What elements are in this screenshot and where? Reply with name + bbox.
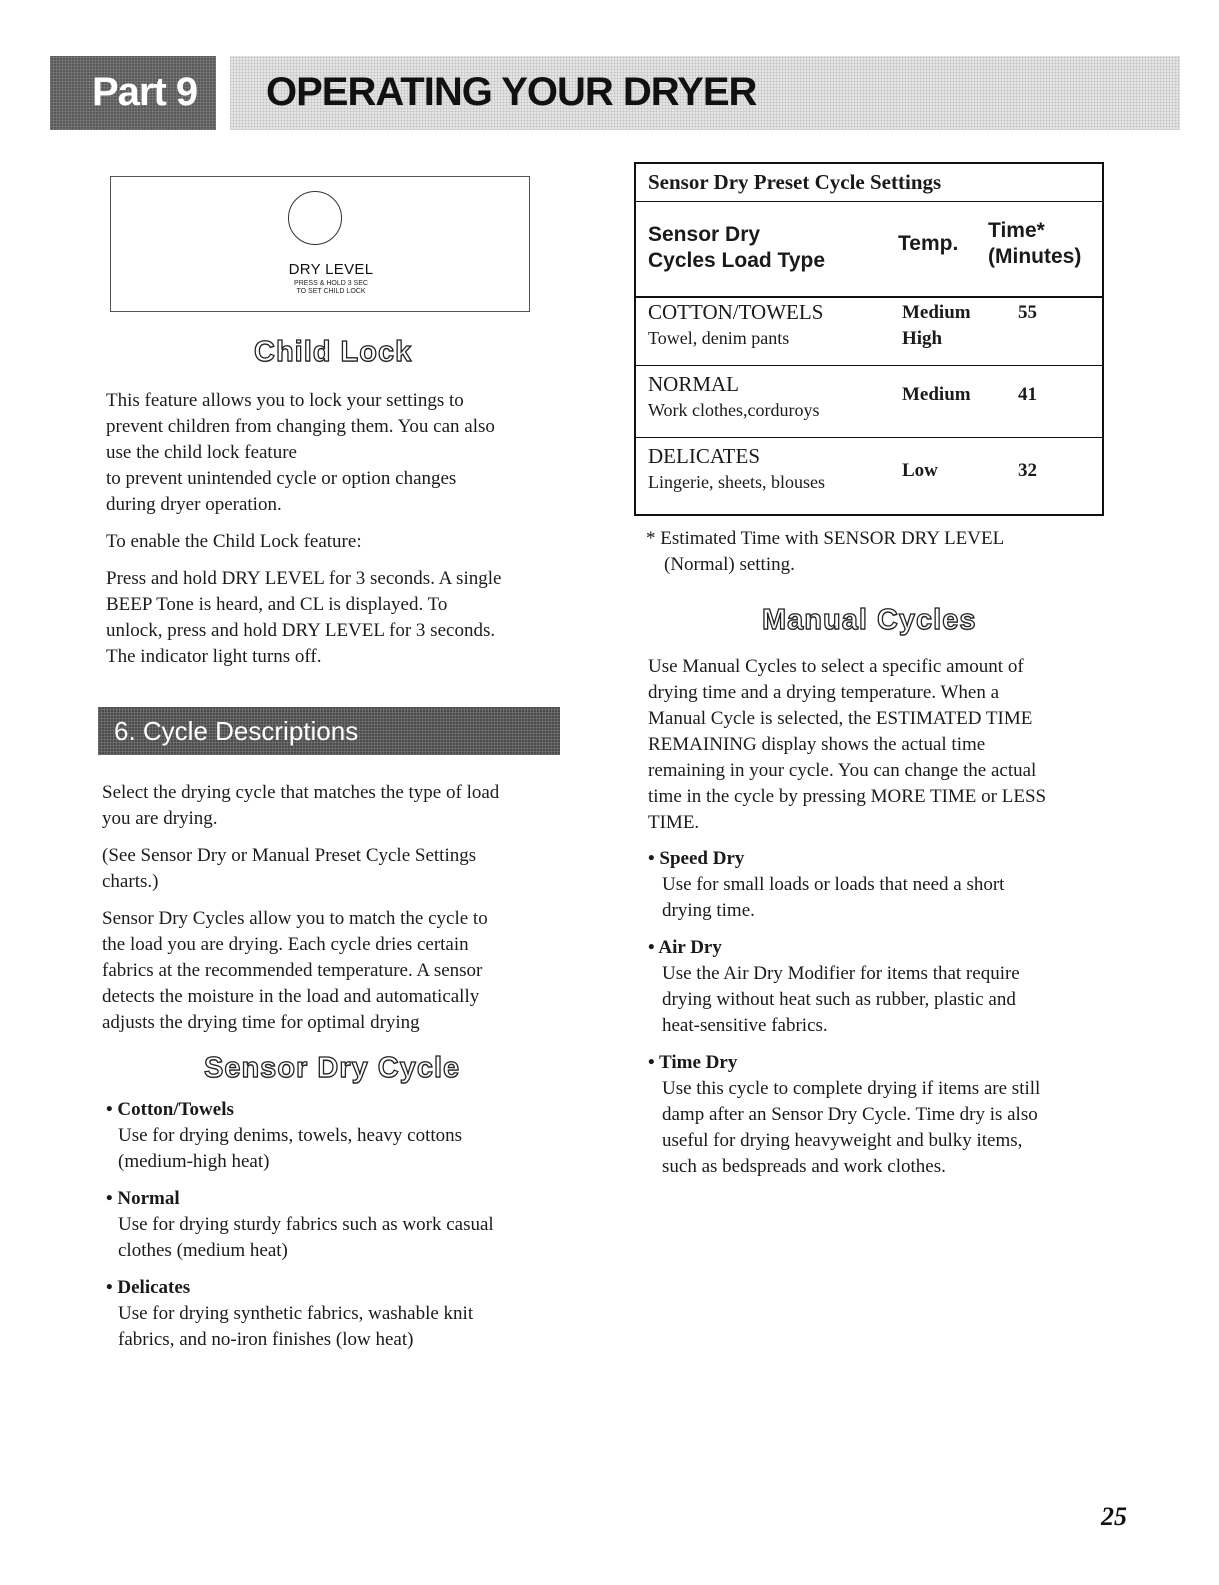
child-lock-line-1: This feature allows you to lock your settings to bbox=[106, 390, 464, 411]
dry-level-knob-icon bbox=[288, 191, 342, 245]
header-cycle-line-1: Sensor Dry bbox=[648, 223, 761, 246]
part-box bbox=[50, 56, 216, 130]
table-footnote-line-2: (Normal) setting. bbox=[664, 554, 795, 575]
speed-dry-line-1: Use for small loads or loads that need a short bbox=[662, 874, 1005, 895]
header-banner bbox=[50, 56, 1180, 130]
cycle-desc-p1-line-1: Select the drying cycle that matches the type of load bbox=[102, 782, 500, 803]
row-time: 55 bbox=[1018, 302, 1037, 323]
child-lock-step-2: BEEP Tone is heard, and CL is displayed. To bbox=[106, 594, 448, 615]
cotton-towels-title: • Cotton/Towels bbox=[106, 1099, 234, 1120]
child-lock-step-4: The indicator light turns off. bbox=[106, 646, 322, 667]
header-temp: Temp. bbox=[898, 232, 959, 255]
manual-line-5: remaining in your cycle. You can change the actual bbox=[648, 760, 1037, 781]
manual-line-3: Manual Cycle is selected, the ESTIMATED TIME bbox=[648, 708, 1033, 729]
table-title: Sensor Dry Preset Cycle Settings bbox=[648, 170, 942, 194]
time-dry-line-1: Use this cycle to complete drying if items are still bbox=[662, 1078, 1041, 1099]
air-dry-line-1: Use the Air Dry Modifier for items that require bbox=[662, 963, 1020, 984]
header-cycle bbox=[648, 222, 825, 274]
speed-dry-line-2: drying time. bbox=[662, 900, 755, 921]
page-number: 25 bbox=[1101, 1502, 1127, 1531]
dry-level-sub-2: TO SET CHILD LOCK bbox=[296, 288, 366, 295]
normal-line-2: clothes (medium heat) bbox=[118, 1240, 288, 1261]
child-lock-heading: Child Lock bbox=[254, 336, 413, 368]
child-lock-enable: To enable the Child Lock feature: bbox=[106, 531, 362, 552]
row-temp: Medium bbox=[902, 302, 971, 323]
row-temp-2: High bbox=[902, 328, 943, 349]
cycle-desc-p2-line-1: (See Sensor Dry or Manual Preset Cycle Settings bbox=[102, 845, 477, 866]
manual-line-4: REMAINING display shows the actual time bbox=[648, 734, 986, 755]
cycle-desc-p3-line-2: the load you are drying. Each cycle dries certain bbox=[102, 934, 469, 955]
cycle-desc-p1-line-2: you are drying. bbox=[102, 808, 218, 829]
child-lock-line-5: during dryer operation. bbox=[106, 494, 282, 515]
sensor-dry-cycle-heading: Sensor Dry Cycle bbox=[204, 1052, 461, 1084]
row-name: DELICATES bbox=[648, 444, 760, 468]
row-name: NORMAL bbox=[648, 372, 740, 396]
time-dry-title: • Time Dry bbox=[648, 1052, 738, 1073]
table-row bbox=[636, 366, 1102, 438]
page-title: OPERATING YOUR DRYER bbox=[266, 70, 757, 114]
air-dry-line-3: heat-sensitive fabrics. bbox=[662, 1015, 828, 1036]
table-header-row bbox=[636, 202, 1102, 298]
dry-level-label: DRY LEVEL bbox=[288, 261, 374, 278]
cycle-desc-p2-line-2: charts.) bbox=[102, 871, 159, 892]
manual-line-7: TIME. bbox=[648, 812, 700, 833]
child-lock-step-1: Press and hold DRY LEVEL for 3 seconds. A single bbox=[106, 568, 502, 589]
child-lock-line-4: to prevent unintended cycle or option changes bbox=[106, 468, 457, 489]
header-cycle-line-2: Cycles Load Type bbox=[648, 249, 826, 272]
cycle-descriptions-banner bbox=[98, 707, 560, 755]
normal-line-1: Use for drying sturdy fabrics such as work casual bbox=[118, 1214, 494, 1235]
row-desc: Lingerie, sheets, blouses bbox=[648, 472, 825, 492]
row-desc: Towel, denim pants bbox=[648, 328, 790, 348]
air-dry-line-2: drying without heat such as rubber, plastic and bbox=[662, 989, 1016, 1010]
header-time-line-2: (Minutes) bbox=[988, 245, 1082, 268]
sensor-dry-settings-table bbox=[634, 162, 1104, 516]
header-time bbox=[988, 218, 1081, 270]
cycle-desc-p3-line-1: Sensor Dry Cycles allow you to match the cycle to bbox=[102, 908, 488, 929]
time-dry-line-3: useful for drying heavyweight and bulky items, bbox=[662, 1130, 1023, 1151]
row-temp: Medium bbox=[902, 384, 971, 405]
table-row bbox=[636, 298, 1102, 366]
delicates-line-2: fabrics, and no-iron finishes (low heat) bbox=[118, 1329, 414, 1350]
speed-dry-title: • Speed Dry bbox=[648, 848, 745, 869]
normal-title: • Normal bbox=[106, 1188, 180, 1209]
child-lock-line-2: prevent children from changing them. You can also bbox=[106, 416, 495, 437]
row-time: 41 bbox=[1018, 384, 1037, 405]
child-lock-line-3: use the child lock feature bbox=[106, 442, 297, 463]
manual-cycles-heading: Manual Cycles bbox=[762, 604, 977, 636]
cycle-descriptions-title: 6. Cycle Descriptions bbox=[114, 716, 359, 746]
header-time-line-1: Time* bbox=[988, 219, 1045, 242]
time-dry-line-2: damp after an Sensor Dry Cycle. Time dry is also bbox=[662, 1104, 1038, 1125]
table-footnote-line-1: * Estimated Time with SENSOR DRY LEVEL bbox=[646, 528, 1005, 549]
dry-level-sub-1: PRESS & HOLD 3 SEC bbox=[294, 280, 368, 287]
cycle-desc-p3-line-4: detects the moisture in the load and automatically bbox=[102, 986, 480, 1007]
manual-line-6: time in the cycle by pressing MORE TIME or LESS bbox=[648, 786, 1047, 807]
delicates-line-1: Use for drying synthetic fabrics, washable knit bbox=[118, 1303, 474, 1324]
table-row bbox=[636, 438, 1102, 514]
title-band bbox=[230, 56, 1180, 130]
delicates-title: • Delicates bbox=[106, 1277, 191, 1298]
air-dry-title: • Air Dry bbox=[648, 937, 722, 958]
part-label: Part 9 bbox=[92, 70, 198, 114]
cycle-desc-p3-line-5: adjusts the drying time for optimal drying bbox=[102, 1012, 420, 1033]
table-title-row bbox=[636, 164, 1102, 202]
cycle-desc-p3-line-3: fabrics at the recommended temperature. A sensor bbox=[102, 960, 483, 981]
dry-level-panel-illustration bbox=[110, 176, 530, 312]
manual-line-2: drying time and a drying temperature. When a bbox=[648, 682, 1000, 703]
cotton-towels-line-2: (medium-high heat) bbox=[118, 1151, 270, 1172]
manual-line-1: Use Manual Cycles to select a specific amount of bbox=[648, 656, 1024, 677]
time-dry-line-4: such as bedspreads and work clothes. bbox=[662, 1156, 946, 1177]
cotton-towels-line-1: Use for drying denims, towels, heavy cottons bbox=[118, 1125, 463, 1146]
row-desc: Work clothes,corduroys bbox=[648, 400, 820, 420]
child-lock-step-3: unlock, press and hold DRY LEVEL for 3 seconds. bbox=[106, 620, 496, 641]
row-name: COTTON/TOWELS bbox=[648, 300, 824, 324]
row-time: 32 bbox=[1018, 460, 1037, 481]
row-temp: Low bbox=[902, 460, 938, 481]
